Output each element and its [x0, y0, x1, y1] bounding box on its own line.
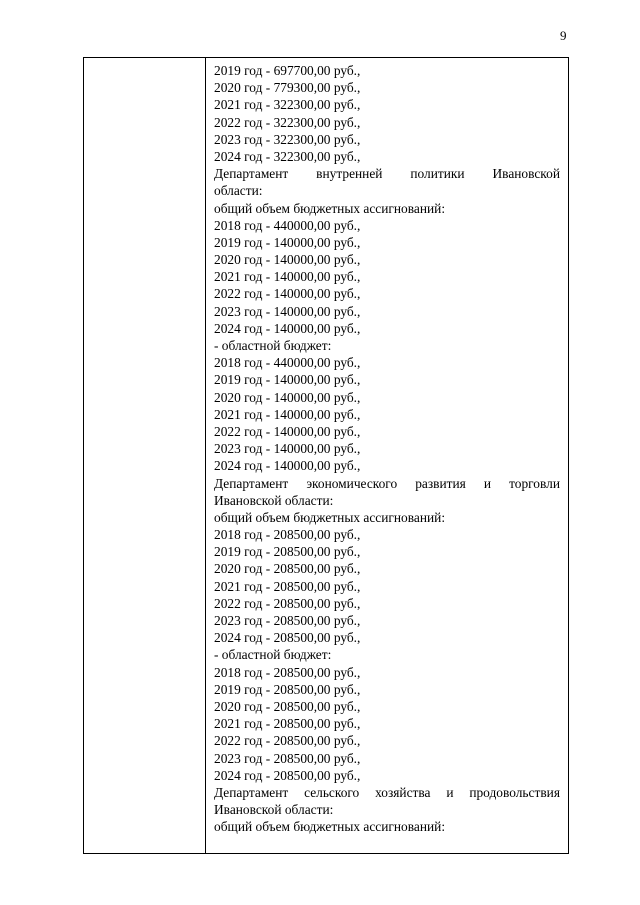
budget-table — [83, 57, 569, 854]
text-word: хозяйства — [375, 784, 431, 800]
text-line-justified — [214, 784, 560, 801]
text-line: 2020 год - 140000,00 руб., — [214, 389, 361, 405]
text-line: - областной бюджет: — [214, 338, 332, 353]
text-line: 2020 год - 140000,00 руб., — [214, 252, 361, 268]
text-word: Департамент — [214, 166, 289, 182]
text-word: политики — [410, 166, 465, 182]
text-word: развития — [415, 475, 466, 491]
text-line: 2021 год - 140000,00 руб., — [214, 406, 361, 422]
text-word: внутренней — [316, 166, 383, 182]
text-line: 2024 год - 140000,00 руб., — [214, 458, 361, 474]
text-line: 2024 год - 208500,00 руб., — [214, 630, 361, 646]
text-line: 2024 год - 208500,00 руб., — [214, 767, 361, 783]
budget-allocation-cell — [214, 62, 560, 835]
text-line: области: — [214, 183, 263, 199]
text-line: 2019 год - 208500,00 руб., — [214, 544, 361, 560]
text-word: продовольствия — [469, 784, 560, 800]
text-line: 2022 год - 140000,00 руб., — [214, 286, 361, 302]
text-line: 2022 год - 322300,00 руб., — [214, 114, 361, 130]
text-line: Ивановской области: — [214, 492, 334, 508]
text-line: 2022 год - 208500,00 руб., — [214, 595, 361, 611]
text-line: 2023 год - 208500,00 руб., — [214, 613, 361, 628]
text-line: - областной бюджет: — [214, 647, 332, 663]
text-line: 2024 год - 140000,00 руб., — [214, 320, 361, 336]
text-line-justified — [214, 165, 560, 182]
text-line: общий объем бюджетных ассигнований: — [214, 509, 446, 525]
text-word: и — [446, 784, 454, 800]
text-word: Департамент — [214, 784, 289, 800]
text-line: 2021 год - 322300,00 руб., — [214, 97, 361, 113]
text-line: 2023 год - 140000,00 руб., — [214, 303, 361, 319]
text-line: 2018 год - 440000,00 руб., — [214, 217, 361, 233]
text-line: 2018 год - 208500,00 руб., — [214, 664, 361, 680]
text-line: общий объем бюджетных ассигнований: — [214, 819, 446, 835]
text-line: 2023 год - 208500,00 руб., — [214, 750, 361, 766]
text-line: 2019 год - 208500,00 руб., — [214, 681, 361, 697]
text-line: 2024 год - 322300,00 руб., — [214, 148, 361, 164]
text-line: 2020 год - 208500,00 руб., — [214, 698, 361, 714]
text-line: 2020 год - 208500,00 руб., — [214, 561, 361, 577]
text-line: 2021 год - 140000,00 руб., — [214, 269, 361, 285]
text-line: 2018 год - 440000,00 руб., — [214, 355, 361, 371]
text-line: 2023 год - 322300,00 руб., — [214, 131, 361, 147]
text-line: Ивановской области: — [214, 802, 334, 818]
text-line: 2021 год - 208500,00 руб., — [214, 578, 361, 594]
text-line: общий объем бюджетных ассигнований: — [214, 200, 446, 216]
text-line-justified — [214, 475, 560, 492]
text-line: 2019 год - 697700,00 руб., — [214, 63, 361, 78]
text-word: экономического — [306, 475, 398, 491]
page-number: 9 — [560, 28, 567, 43]
text-line: 2019 год - 140000,00 руб., — [214, 234, 361, 250]
column-divider — [205, 58, 206, 853]
text-line: 2023 год - 140000,00 руб., — [214, 441, 361, 457]
text-word: сельского — [304, 784, 360, 800]
text-line: 2021 год - 208500,00 руб., — [214, 716, 361, 732]
text-word: Департамент — [214, 475, 289, 491]
text-line: 2022 год - 140000,00 руб., — [214, 423, 361, 439]
text-line: 2022 год - 208500,00 руб., — [214, 733, 361, 749]
text-line: 2019 год - 140000,00 руб., — [214, 372, 361, 388]
text-word: и — [483, 475, 492, 491]
text-line: 2020 год - 779300,00 руб., — [214, 80, 361, 96]
text-word: торговли — [509, 475, 560, 491]
text-word: Ивановской — [492, 166, 560, 182]
text-line: 2018 год - 208500,00 руб., — [214, 527, 361, 543]
